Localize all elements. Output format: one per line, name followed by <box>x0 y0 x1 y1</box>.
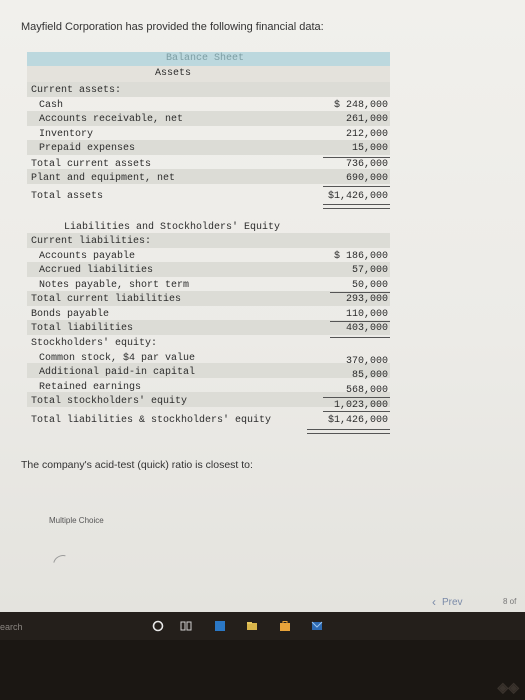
underline <box>330 337 390 338</box>
total-equity-label: Total stockholders' equity <box>31 396 188 407</box>
retained-value: 568,000 <box>345 385 388 396</box>
total-current-liab-value: 293,000 <box>345 294 388 305</box>
bonds-label: Bonds payable <box>31 309 110 320</box>
cash-value: $ 248,000 <box>333 100 388 111</box>
underline <box>323 186 390 187</box>
apic-label: Additional paid-in capital <box>39 367 196 378</box>
receivable-value: 261,000 <box>345 114 388 125</box>
bonds-value: 110,000 <box>345 309 388 320</box>
accrued-value: 57,000 <box>351 265 388 276</box>
double-underline <box>307 429 390 434</box>
total-assets-label: Total assets <box>31 191 104 202</box>
underline <box>323 411 390 412</box>
plant-value: 690,000 <box>345 173 388 184</box>
inventory-value: 212,000 <box>345 129 388 140</box>
mail-icon[interactable] <box>311 620 323 632</box>
common-stock-value: 370,000 <box>345 356 388 367</box>
accounts-payable-value: $ 186,000 <box>333 251 388 262</box>
taskbar-search[interactable]: earch <box>0 622 23 632</box>
inventory-label: Inventory <box>39 129 94 140</box>
taskbar <box>0 612 525 640</box>
underline <box>330 292 390 293</box>
edge-icon[interactable] <box>214 620 226 632</box>
total-liab-label: Total liabilities <box>31 323 134 334</box>
receivable-label: Accounts receivable, net <box>39 114 184 125</box>
notes-value: 50,000 <box>351 280 388 291</box>
accounts-payable-label: Accounts payable <box>39 251 136 262</box>
current-assets-label: Current assets: <box>31 85 122 96</box>
intro-text: Mayfield Corporation has provided the following financial data: <box>21 21 324 33</box>
page-indicator: 8 of <box>503 597 517 606</box>
total-le-value: $1,426,000 <box>327 415 388 426</box>
cortana-icon[interactable] <box>152 620 164 632</box>
underline <box>330 321 390 322</box>
equity-label: Stockholders' equity: <box>31 338 158 349</box>
retained-label: Retained earnings <box>39 382 142 393</box>
total-current-liab-label: Total current liabilities <box>31 294 182 305</box>
assets-heading: Assets <box>155 68 192 79</box>
double-underline <box>323 204 390 209</box>
prev-label: Prev <box>442 596 463 608</box>
question-text: The company's acid-test (quick) ratio is closest to: <box>21 459 253 471</box>
laptop-brand-logo: ◈◈ <box>497 679 519 695</box>
accrued-label: Accrued liabilities <box>39 265 154 276</box>
loading-spinner-icon <box>49 551 76 578</box>
prev-button[interactable] <box>432 595 463 609</box>
total-assets-value: $1,426,000 <box>327 191 388 202</box>
total-current-assets-value: 736,000 <box>345 159 388 170</box>
total-equity-value: 1,023,000 <box>333 400 388 411</box>
cash-label: Cash <box>39 100 64 111</box>
underline <box>323 157 390 158</box>
multiple-choice-label: Multiple Choice <box>49 516 104 525</box>
store-icon[interactable] <box>279 620 291 632</box>
notes-label: Notes payable, short term <box>39 280 190 291</box>
total-liab-value: 403,000 <box>345 323 388 334</box>
plant-label: Plant and equipment, net <box>31 173 176 184</box>
file-explorer-icon[interactable] <box>246 620 258 632</box>
task-view-icon[interactable] <box>180 620 192 632</box>
common-stock-label: Common stock, $4 par value <box>39 353 196 364</box>
apic-value: 85,000 <box>351 370 388 381</box>
total-current-assets-label: Total current assets <box>31 159 152 170</box>
underline <box>323 397 390 398</box>
liabilities-heading: Liabilities and Stockholders' Equity <box>64 222 281 233</box>
current-liabilities-label: Current liabilities: <box>31 236 152 247</box>
chevron-left-icon: ‹ <box>432 595 436 609</box>
prepaid-value: 15,000 <box>351 143 388 154</box>
prepaid-label: Prepaid expenses <box>39 143 136 154</box>
assets-heading-band <box>27 66 390 82</box>
total-le-label: Total liabilities & stockholders' equity <box>31 415 272 426</box>
balance-sheet-title: Balance Sheet <box>166 53 245 64</box>
